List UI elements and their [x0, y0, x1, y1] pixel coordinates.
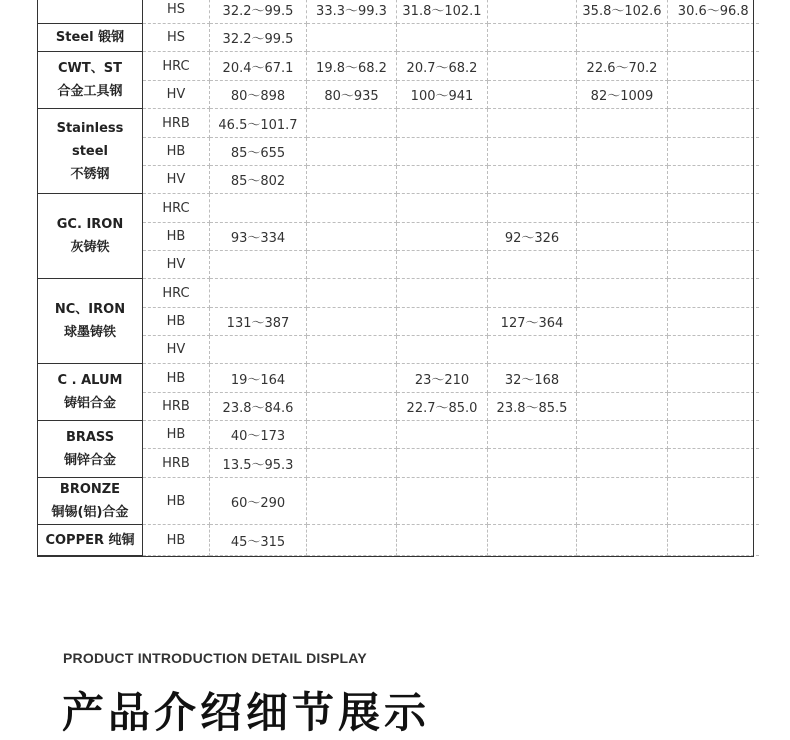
value-cell [668, 478, 759, 525]
value-cell [668, 364, 759, 393]
material-cell [38, 525, 143, 556]
value-cell [397, 138, 488, 166]
value-cell [488, 81, 577, 109]
table-row [38, 138, 759, 166]
value-cell: 32.2～99.5 [210, 24, 307, 52]
material-label: 铸铝合金 [63, 396, 116, 411]
value-cell [577, 138, 668, 166]
material-cell [38, 109, 143, 194]
table-row [38, 421, 759, 449]
material-label: BRONZE [59, 482, 121, 497]
value-cell [577, 109, 668, 138]
value-cell [668, 449, 759, 478]
value-cell: 82～1009 [577, 81, 668, 109]
value-cell: 32.2～99.5 [210, 0, 307, 24]
value-cell [668, 525, 759, 556]
value-cell [488, 109, 577, 138]
value-cell [307, 478, 397, 525]
value-cell [307, 336, 397, 364]
value-cell [577, 478, 668, 525]
value-cell [307, 525, 397, 556]
value-cell: 80～935 [307, 81, 397, 109]
value-cell: 30.6～96.8 [668, 0, 759, 24]
value-cell [577, 525, 668, 556]
scale-cell: HB [143, 364, 210, 393]
value-cell [397, 166, 488, 194]
value-cell: 127～364 [488, 308, 577, 336]
value-cell [397, 449, 488, 478]
value-cell [577, 449, 668, 478]
material-label: steel [71, 143, 109, 159]
value-cell: 40～173 [210, 421, 307, 449]
scale-cell: HS [143, 0, 210, 24]
scale-cell: HB [143, 138, 210, 166]
scale-cell: HRB [143, 109, 210, 138]
material-label: BRASS [65, 430, 115, 445]
value-cell [577, 223, 668, 251]
value-cell [397, 223, 488, 251]
value-cell: 31.8～102.1 [397, 0, 488, 24]
value-cell [488, 279, 577, 308]
material-cell [38, 421, 143, 478]
value-cell: 33.3～99.3 [307, 0, 397, 24]
value-cell: 20.4～67.1 [210, 52, 307, 81]
value-cell: 80～898 [210, 81, 307, 109]
table-row [38, 336, 759, 364]
value-cell: 20.7～68.2 [397, 52, 488, 81]
value-cell: 92～326 [488, 223, 577, 251]
value-cell [307, 449, 397, 478]
value-cell [668, 308, 759, 336]
material-cell [38, 478, 143, 525]
value-cell [397, 421, 488, 449]
value-cell [668, 138, 759, 166]
value-cell [397, 24, 488, 52]
value-cell [307, 223, 397, 251]
value-cell [668, 81, 759, 109]
value-cell [668, 336, 759, 364]
material-cell [38, 279, 143, 364]
value-cell [577, 421, 668, 449]
value-cell [488, 24, 577, 52]
table-row [38, 24, 759, 52]
scale-cell: HV [143, 81, 210, 109]
material-cell [38, 24, 143, 52]
value-cell [668, 251, 759, 279]
scale-cell: HS [143, 24, 210, 52]
section-subtitle: PRODUCT INTRODUCTION DETAIL DISPLAY [63, 650, 367, 666]
value-cell [577, 336, 668, 364]
material-label: 不锈钢 [70, 166, 110, 182]
value-cell: 35.8～102.6 [577, 0, 668, 24]
value-cell [307, 393, 397, 421]
value-cell [577, 364, 668, 393]
table-row [38, 109, 759, 138]
value-cell [307, 308, 397, 336]
value-cell [668, 24, 759, 52]
scale-cell: HRC [143, 279, 210, 308]
table-row [38, 525, 759, 556]
table-row [38, 478, 759, 525]
value-cell [577, 393, 668, 421]
material-label: Steel 锻钢 [55, 30, 125, 45]
value-cell [488, 194, 577, 223]
value-cell [488, 0, 577, 24]
material-cell [38, 364, 143, 421]
value-cell [668, 166, 759, 194]
value-cell: 19～164 [210, 364, 307, 393]
table-row [38, 52, 759, 81]
value-cell [668, 223, 759, 251]
value-cell: 85～802 [210, 166, 307, 194]
value-cell [307, 166, 397, 194]
value-cell [668, 194, 759, 223]
section-title: 产品介绍细节展示 [62, 688, 431, 737]
value-cell: 23.8～84.6 [210, 393, 307, 421]
table-row [38, 393, 759, 421]
scale-cell: HB [143, 525, 210, 556]
table-row [38, 308, 759, 336]
value-cell [397, 478, 488, 525]
material-cell [38, 194, 143, 279]
value-cell [577, 24, 668, 52]
value-cell [668, 279, 759, 308]
material-label: GC. IRON [56, 217, 124, 232]
value-cell: 22.6～70.2 [577, 52, 668, 81]
table-row [38, 449, 759, 478]
value-cell: 13.5～95.3 [210, 449, 307, 478]
value-cell [307, 364, 397, 393]
value-cell: 100～941 [397, 81, 488, 109]
value-cell [397, 279, 488, 308]
material-label: COPPER 纯铜 [45, 532, 135, 548]
value-cell [307, 109, 397, 138]
material-label: 铜锡(铝)合金 [51, 505, 129, 520]
value-cell [307, 251, 397, 279]
hardness-table-wrapper [37, 0, 790, 556]
value-cell [307, 279, 397, 308]
hardness-table-body [38, 0, 759, 556]
value-cell [210, 336, 307, 364]
value-cell [210, 279, 307, 308]
value-cell: 60～290 [210, 478, 307, 525]
table-row [38, 251, 759, 279]
material-label: 球墨铸铁 [63, 325, 116, 340]
value-cell: 32～168 [488, 364, 577, 393]
value-cell [577, 308, 668, 336]
hardness-conversion-table [37, 0, 759, 556]
table-row [38, 81, 759, 109]
material-cell [38, 0, 143, 24]
value-cell: 22.7～85.0 [397, 393, 488, 421]
value-cell [668, 109, 759, 138]
scale-cell: HRC [143, 52, 210, 81]
value-cell: 46.5～101.7 [210, 109, 307, 138]
scale-cell: HB [143, 421, 210, 449]
value-cell [488, 336, 577, 364]
value-cell: 131～387 [210, 308, 307, 336]
material-label: CWT、ST [58, 61, 122, 76]
value-cell [397, 336, 488, 364]
scale-cell: HRB [143, 393, 210, 421]
value-cell [488, 52, 577, 81]
scale-cell: HRC [143, 194, 210, 223]
material-label: 铜锌合金 [63, 453, 116, 468]
table-row [38, 364, 759, 393]
value-cell: 93～334 [210, 223, 307, 251]
table-row [38, 223, 759, 251]
value-cell [307, 138, 397, 166]
material-label: Stainless [56, 120, 124, 136]
table-bottom-border [37, 556, 754, 557]
value-cell [577, 279, 668, 308]
value-cell [397, 194, 488, 223]
value-cell: 45～315 [210, 525, 307, 556]
scale-cell: HRB [143, 449, 210, 478]
value-cell [307, 421, 397, 449]
value-cell: 85～655 [210, 138, 307, 166]
table-row [38, 279, 759, 308]
value-cell [397, 109, 488, 138]
value-cell: 19.8～68.2 [307, 52, 397, 81]
value-cell [668, 52, 759, 81]
value-cell [577, 251, 668, 279]
material-cell [38, 52, 143, 109]
scale-cell: HB [143, 478, 210, 525]
value-cell [307, 24, 397, 52]
scale-cell: HB [143, 308, 210, 336]
value-cell [488, 525, 577, 556]
value-cell [577, 166, 668, 194]
material-label: 灰铸铁 [70, 240, 110, 255]
value-cell [488, 251, 577, 279]
value-cell [488, 449, 577, 478]
value-cell [488, 138, 577, 166]
value-cell [668, 421, 759, 449]
value-cell [210, 251, 307, 279]
scale-cell: HV [143, 166, 210, 194]
table-right-border [753, 0, 754, 557]
scale-cell: HV [143, 336, 210, 364]
value-cell: 23.8～85.5 [488, 393, 577, 421]
table-row [38, 0, 759, 24]
value-cell [397, 525, 488, 556]
material-label: 合金工具钢 [57, 84, 123, 99]
value-cell [668, 393, 759, 421]
table-row [38, 166, 759, 194]
value-cell [488, 421, 577, 449]
scale-cell: HB [143, 223, 210, 251]
value-cell: 23～210 [397, 364, 488, 393]
value-cell [488, 478, 577, 525]
table-row [38, 194, 759, 223]
value-cell [397, 308, 488, 336]
value-cell [210, 194, 307, 223]
value-cell [488, 166, 577, 194]
scale-cell: HV [143, 251, 210, 279]
material-label: NC、IRON [54, 302, 126, 317]
value-cell [577, 194, 668, 223]
material-label: C . ALUM [57, 373, 123, 388]
value-cell [307, 194, 397, 223]
value-cell [397, 251, 488, 279]
